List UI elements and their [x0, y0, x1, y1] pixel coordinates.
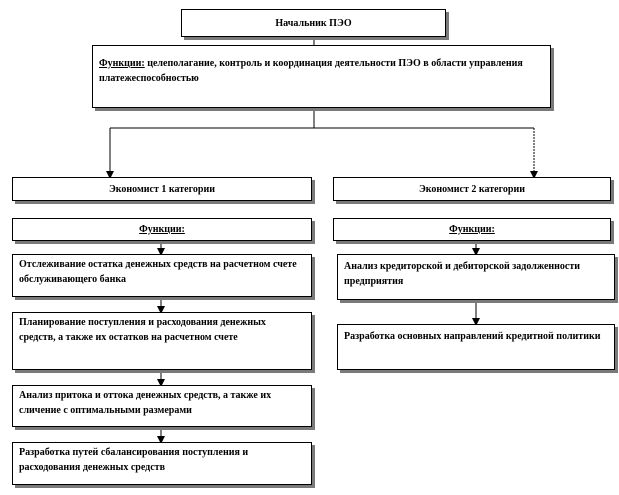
right-task-1: [337, 254, 615, 300]
functions-text: целеполагание, контроль и координация деятельности ПЭО в области управления платежеспособностью: [99, 58, 523, 84]
left-functions-label: Функции:: [139, 224, 185, 235]
functions-label: Функции:: [99, 58, 145, 69]
left-task-1-text: Отслеживание остатка денежных средств на расчетном счете обслуживающего банка: [19, 259, 297, 285]
right-branch-title-box: [333, 177, 611, 201]
right-functions-label: Функции:: [449, 224, 495, 235]
right-functions-label-box: [333, 218, 611, 241]
right-branch-title: Экономист 2 категории: [419, 183, 525, 195]
left-task-4-text: Разработка путей сбалансирования поступления и расходования денежных средств: [19, 447, 249, 473]
right-task-2-text: Разработка основных направлений кредитной политики: [344, 331, 601, 342]
right-task-2: [337, 324, 615, 370]
left-task-2-text: Планирование поступления и расходования денежных средств, а также их остатков на расчетном счете: [19, 317, 266, 343]
head-box: [181, 9, 446, 37]
left-branch-title-box: [12, 177, 312, 201]
left-task-3: [12, 385, 312, 427]
left-branch-title: Экономист 1 категории: [109, 183, 215, 195]
left-task-4: [12, 442, 312, 485]
left-task-2: [12, 312, 312, 370]
functions-box: [92, 45, 551, 108]
left-task-3-text: Анализ притока и оттока денежных средств, а также их сличение с оптимальными размерами: [19, 390, 272, 416]
left-functions-label-box: [12, 218, 312, 241]
left-task-1: [12, 254, 312, 297]
head-title: Начальник ПЭО: [275, 17, 352, 29]
right-task-1-text: Анализ кредиторской и дебиторской задолженности предприятия: [344, 261, 581, 287]
